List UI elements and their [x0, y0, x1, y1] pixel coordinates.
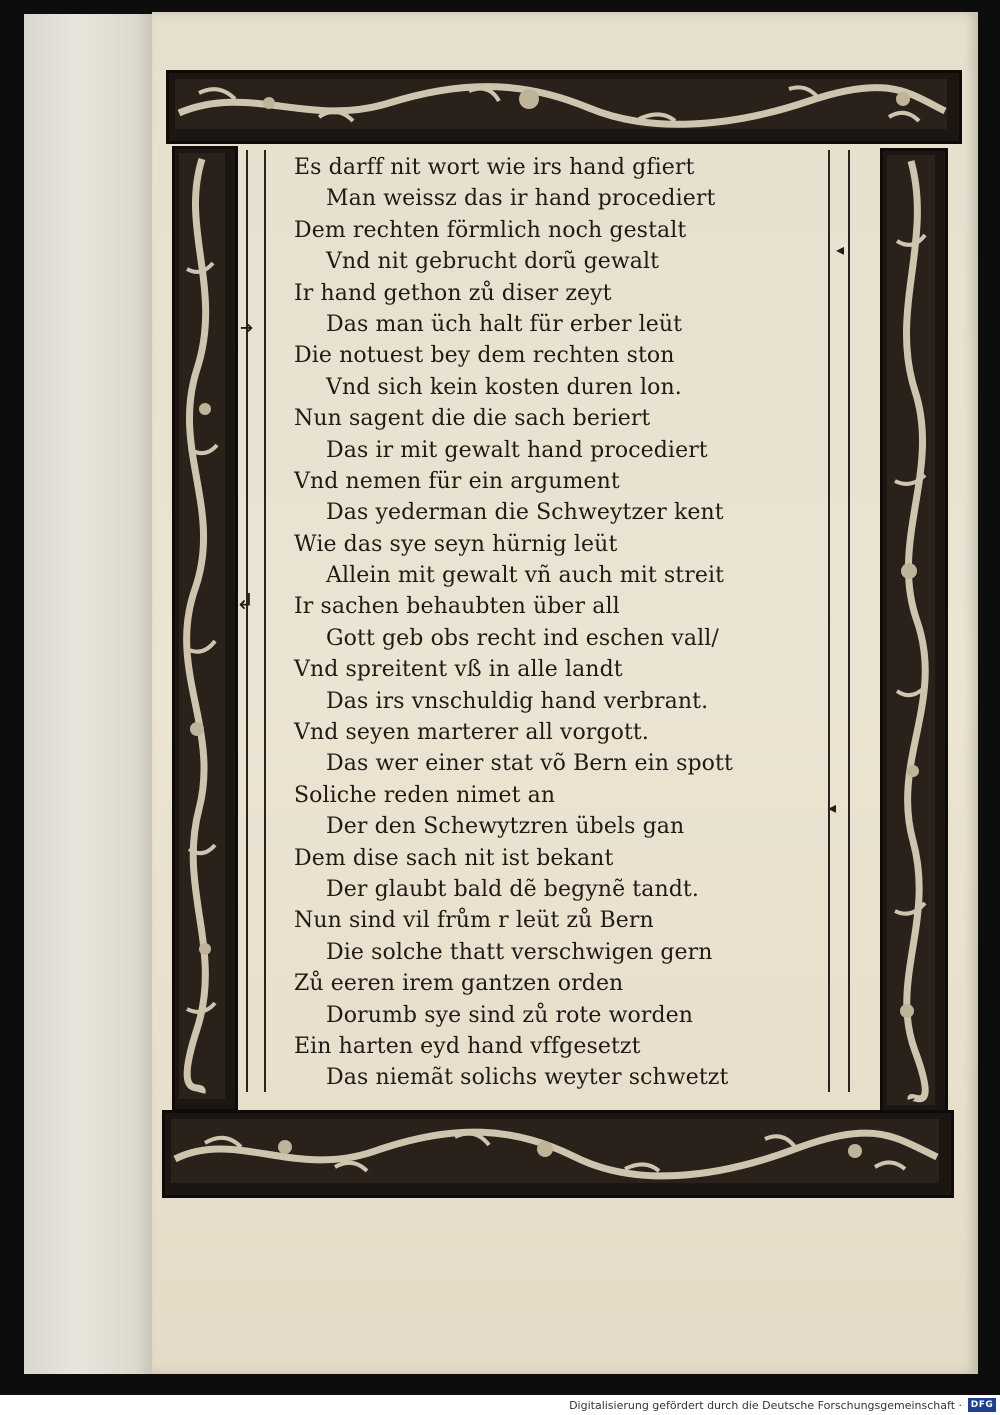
- bottom-vine-ornament: [165, 1113, 945, 1189]
- verse-line: Der den Schewytzren übels gan: [326, 814, 685, 840]
- margin-tick-mark: ◂: [828, 798, 837, 817]
- binding-flap: [24, 14, 154, 1374]
- bottom-woodcut-border: [162, 1110, 954, 1198]
- verse-line: Soliche reden nimet an: [294, 782, 556, 808]
- top-woodcut-border: [166, 70, 962, 144]
- verse-line: Der glaubt bald dẽ begynẽ tandt.: [326, 876, 699, 902]
- verse-line: Vnd seyen marterer all vorgott.: [294, 720, 649, 746]
- verse-line: Zů eeren irem gantzen orden: [294, 971, 624, 997]
- verse-line: Wie das sye seyn hürnig leüt: [294, 531, 618, 557]
- verse-line: Das irs vnschuldig hand verbrant.: [326, 688, 709, 714]
- verse-line: Gott geb obs recht ind eschen vall/: [326, 625, 719, 651]
- margin-bracket-mark: ↲: [236, 590, 255, 615]
- right-margin-rule: [848, 150, 850, 1092]
- left-margin-rule: [264, 150, 266, 1092]
- verse-line: Es darff nit wort wie irs hand gfiert: [294, 155, 695, 180]
- verse-line: Ir sachen behaubten über all: [294, 594, 620, 620]
- top-vine-ornament: [169, 73, 953, 135]
- verse-line: Vnd nit gebrucht dorũ gewalt: [326, 249, 660, 275]
- verse-line: Man weissz das ir hand procediert: [326, 186, 716, 212]
- verse-line: Dorumb sye sind zů rote worden: [326, 1002, 694, 1028]
- verse-line: Das man üch halt für erber leüt: [326, 311, 683, 337]
- right-woodcut-border: [880, 148, 948, 1118]
- footer-bar: [0, 1395, 1000, 1415]
- verse-line: Ir hand gethon zů diser zeyt: [294, 280, 612, 306]
- left-margin-rule: [246, 150, 248, 1092]
- verse-line: Dem dise sach nit ist bekant: [294, 845, 614, 871]
- verse-line: Nun sagent die die sach beriert: [294, 406, 651, 432]
- verse-line: Das wer einer stat võ Bern ein spott: [326, 751, 733, 777]
- verse-line: Vnd spreitent vß in alle landt: [294, 657, 623, 683]
- verse-line: Vnd nemen für ein argument: [294, 468, 620, 494]
- verse-line: Das ir mit gewalt hand procediert: [326, 437, 708, 463]
- margin-pointer-mark: ➔: [240, 318, 254, 337]
- verse-line: Vnd sich kein kosten duren lon.: [326, 374, 682, 400]
- verse-line: Dem rechten förmlich noch gestalt: [294, 217, 687, 243]
- verse-line: Nun sind vil frům r leüt zů Bern: [294, 908, 654, 934]
- verse-line: Die solche thatt verschwigen gern: [326, 939, 713, 965]
- funding-credit: Digitalisierung gefördert durch die Deutsche Forschungsgemeinschaft ·: [569, 1398, 962, 1412]
- verse-line: Allein mit gewalt vñ auch mit streit: [326, 563, 725, 589]
- right-vine-ornament: [883, 151, 939, 1109]
- verse-line: Ein harten eyd hand vffgesetzt: [294, 1033, 641, 1059]
- left-vine-ornament: [175, 149, 229, 1103]
- left-woodcut-border: [172, 146, 238, 1112]
- verse-text-block: [294, 152, 824, 1094]
- dfg-logo[interactable]: DFG: [968, 1398, 996, 1412]
- verse-line: Das yederman die Schweytzer kent: [326, 500, 724, 526]
- margin-tick-mark: ◂: [836, 240, 845, 259]
- right-margin-rule: [828, 150, 830, 1092]
- verse-line: Die notuest bey dem rechten ston: [294, 343, 675, 369]
- verse-line: Das niemãt solichs weyter schwetzt: [326, 1065, 729, 1091]
